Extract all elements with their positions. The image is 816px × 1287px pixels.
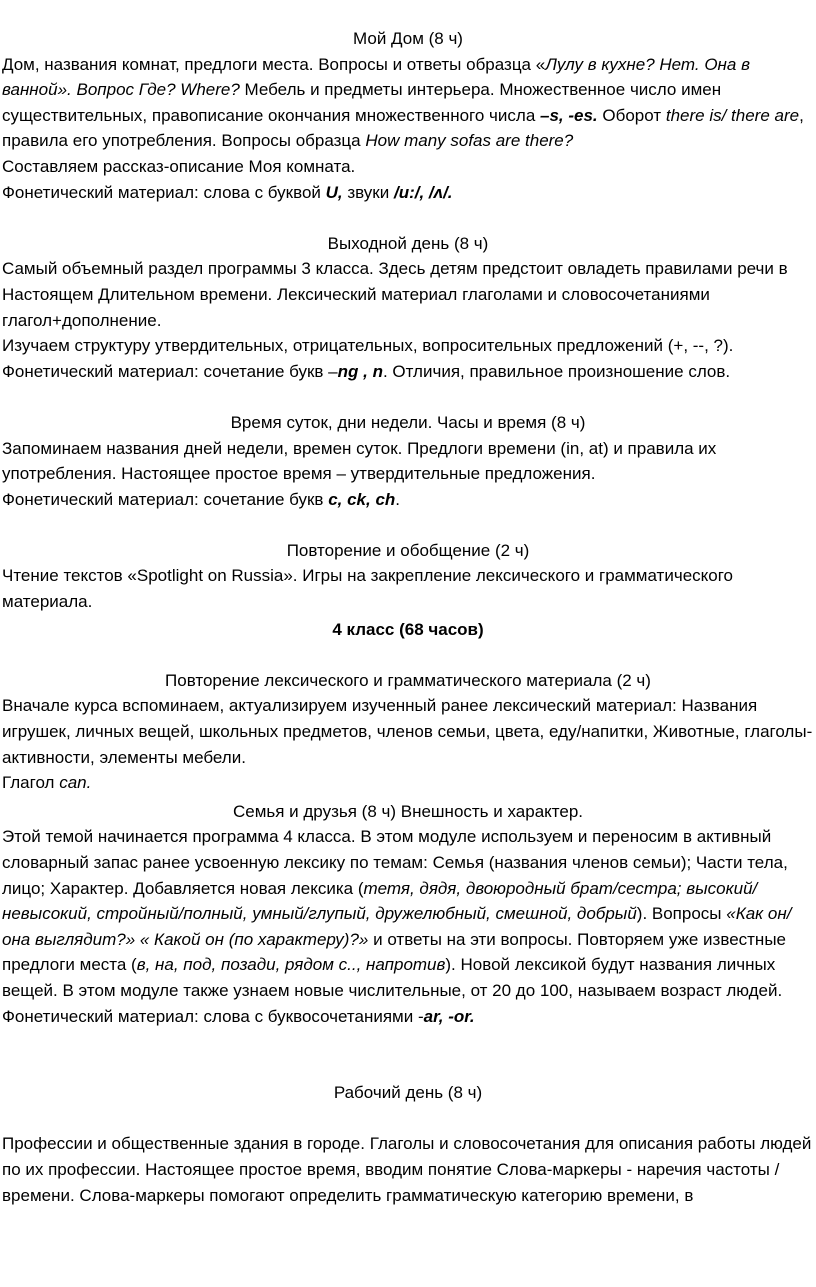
paragraph: Профессии и общественные здания в городе. Глаголы и словосочетания для описания работы людей по их профессии. Настоящее простое время, вводим понятие Слова-маркеры - наречия частоты /времени. Слова-маркеры помогают определить грамматическую категорию времени, в — [2, 1134, 812, 1205]
section-title-workday: Рабочий день (8 ч) — [333, 1083, 483, 1103]
phonetics-line: Фонетический материал: сочетание букв c, ck, ch. — [2, 489, 401, 509]
paragraph: Вначале курса вспоминаем, актуализируем изученный ранее лексический материал: Названия игрушек, личных вещей, школьных предметов, членов семьи, цвета, еду/напитки, Животные, глаголы-активности, элементы мебели. — [2, 696, 813, 767]
paragraph: Глагол can. — [2, 773, 92, 793]
section-title-my-home: Мой Дом (8 ч) — [353, 29, 463, 48]
section-title-family: Семья и друзья (8 ч) Внешность и характер. — [232, 801, 584, 821]
document-page — [2, 26, 814, 1208]
phonetics-line: Фонетический материал: слова с буквосочетаниями -ar, -or. — [2, 1006, 475, 1026]
paragraph: Этой темой начинается программа 4 класса. В этом модуле используем и переносим в активный словарный запас ранее усвоенную лексику по темам: Семья (названия членов семьи); Части тела, лицо; Характер. Добавляется новая лексика (тетя, дядя, двоюродный брат/сестра; высокий/невысокий, стройный/полный, умный/глупый, дружелюбный, смешной, добрый). Вопросы «Как он/она выглядит?» « Какой он (по характеру)?» и ответы на эти вопросы. Повторяем уже известные предлоги места (в, на, под, позади, рядом с.., напротив). Новой лексикой будут названия личных вещей. В этом модуле также узнаем новые числительные, от 20 до 100, называем возраст людей. — [2, 827, 792, 1000]
paragraph: Чтение текстов «Spotlight on Russia». Игры на закрепление лексического и грамматического материала. — [2, 566, 734, 612]
paragraph: Самый объемный раздел программы 3 класса. Здесь детям предстоит овладеть правилами речи в Настоящем Длительном времени. Лексический материал глаголами и словосочетаниями глагол+дополнение. — [2, 259, 788, 330]
phonetics-line: Фонетический материал: слова с буквой U, звуки /u:/, /ʌ/. — [2, 182, 453, 202]
section-title-time: Время суток, дни недели. Часы и время (8 ч) — [230, 412, 586, 432]
paragraph: Запоминаем названия дней недели, времен суток. Предлоги времени (in, at) и правила их употребления. Настоящее простое время – утвердительные предложения. — [2, 438, 717, 484]
section-title-weekend: Выходной день (8 ч) — [327, 233, 489, 253]
paragraph: Изучаем структуру утвердительных, отрицательных, вопросительных предложений (+, --, ?). — [2, 336, 734, 356]
phonetics-line: Фонетический материал: сочетание букв –ng , n. Отличия, правильное произношение слов. — [2, 361, 731, 381]
section-title-repetition: Повторение лексического и грамматического материала (2 ч) — [165, 670, 651, 690]
section-title-review: Повторение и обобщение (2 ч) — [286, 540, 530, 560]
paragraph: Дом, названия комнат, предлоги места. Вопросы и ответы образца «Лулу в кухне? Нет. Она в ванной». Вопрос Где? Where? Мебель и предметы интерьера. Множественное число имен существительных, правописание окончания множественного числа –s, -es. Оборот there is/ there are, правила его употребления. Вопросы образца How many sofas are there? — [2, 54, 804, 151]
paragraph: Составляем рассказ-описание Моя комната. — [2, 156, 356, 176]
grade-heading: 4 класс (68 часов) — [332, 619, 484, 639]
